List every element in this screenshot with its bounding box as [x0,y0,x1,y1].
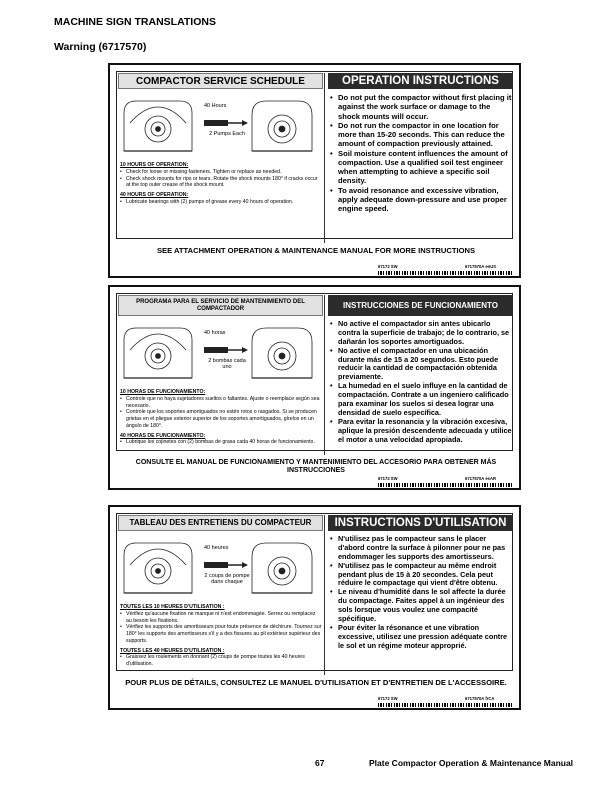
part-code: 67172 SW [378,696,398,701]
maintenance-item: • Check for loose or missing fasteners. Tighten or replace as needed. [120,169,322,176]
section-10-hours-heading: 10 HOURS OF OPERATION: [120,162,189,168]
right-title: INSTRUCTIONS D'UTILISATION [328,515,513,531]
barcode-strip [378,271,512,275]
instruction-item: • No active el compactador sin antes ubicarlo contra la superficie de trabajo; de lo contrario, se dañarán los soportes amortiguados. [330,320,513,347]
operation-instructions [330,535,513,651]
right-title: OPERATION INSTRUCTIONS [328,73,513,89]
section-10-hours-heading: TOUTES LES 10 HEURES D'UTILISATION : [120,604,225,610]
section-40-hours-heading: 40 HORAS DE FUNCIONAMIENTO: [120,432,206,439]
maintenance-item: • Lubricate bearings with (2) pumps of grease every 40 hours of operation. [120,199,322,206]
section-40-hours-list [120,439,322,446]
instruction-item: • To avoid resonance and excessive vibration, apply adequate down-pressure and use proper engine speed. [330,186,513,214]
instruction-item: • N'utilisez pas le compacteur au même endroit pendant plus de 15 à 20 secondes. Cela peut réduire le compactage qui vient d'être obtenu. [330,562,513,589]
grease-gun-icon [204,120,248,126]
instruction-item: • Pour éviter la résonance et une vibration excessive, utilisez une pression adéquate contre le sol et un régime moteur approprié. [330,624,513,651]
decal-3 [108,505,521,710]
section-10-hours-list [120,396,322,430]
right-title: INSTRUCCIONES DE FUNCIONAMIENTO [328,295,513,316]
decal-code: 6717570A esAR [465,476,497,481]
manual-reference-text: CONSULTE EL MANUAL DE FUNCIONAMIENTO Y MANTENIMIENTO DEL ACCESORIO PARA OBTENER MÁS INSTRUCCIONES [135,459,497,475]
hours-label: 40 horas [204,330,226,336]
instruction-item: • Le niveau d'humidité dans le sol affecte la durée du compactage. Faites appel à un ingénieur des sols lorsque vous voulez une compacité spécifique. [330,588,513,624]
instruction-item: • No active el compactador en una ubicación durante más de 15 a 20 segundos. Esto puede reducir la cantidad de compactación obtenida previamente. [330,347,513,383]
section-40-hours-heading: 40 HOURS OF OPERATION: [120,192,189,198]
grease-gun-icon [204,562,248,568]
instruction-list [330,535,513,651]
compactor-left-icon [124,101,192,151]
decal-2 [108,285,521,490]
instruction-item: • Para evitar la resonancia y la vibración excesiva, aplique la presión descendente adecuada y utilice el motor a una velocidad apropiada. [330,418,513,445]
left-title: PROGRAMA PARA EL SERVICIO DE MANTENIMIENTO DEL COMPACTADOR [118,295,323,316]
section-40-hours-heading: TOUTES LES 40 HEURES D'UTILISATION : [120,647,225,654]
maintenance-item: • Lubrique los cojinetes con (2) bombas de grasa cada 40 horas de funcionamiento. [120,439,322,446]
maintenance-item: • Controle que los soportes amortiguados no estén rotos o rasgados. Si se producen grietas en el pliegue exterior superior de los soportes amortiguados, gírelos en un ángulo de 180°. [120,409,322,429]
instruction-list [330,93,513,213]
pumps-label: 2 bombas cada uno [208,358,246,371]
operation-instructions [330,93,513,213]
maintenance-item: • Vérifiez qu'aucune fixation ne manque ni n'est endommagée. Serrez ou remplacez au besoin les fixations. [120,611,322,625]
compactor-right-icon [252,101,312,151]
instruction-item: • Do not run the compactor in one location for more than 15-20 seconds. This can reduce the amount of compaction previously attained. [330,121,513,149]
maintenance-item: • Graissez les roulements en donnant (2) coups de pompe toutes les 40 heures d'utilisation. [120,654,322,668]
left-title: COMPACTOR SERVICE SCHEDULE [118,73,323,89]
section-40-hours-list [120,654,322,668]
section-40-hours-list [120,199,322,206]
part-code: 67172 SW [378,476,398,481]
column-divider [324,295,325,455]
grease-gun-icon [204,347,248,353]
section-10-hours-heading: 10 HORAS DE FUNCIONAMIENTO: [120,389,206,395]
decal-1 [108,63,521,278]
section-10-hours-list [120,611,322,645]
instruction-item: • N'utilisez pas le compacteur sans le placer d'abord contre la surface à pilonner pour ne pas endommager les supports des amortisseurs. [330,535,513,562]
column-divider [324,73,325,243]
compactor-left-icon [124,543,192,593]
page-subtitle: Warning (6717570) [54,41,147,53]
pumps-label: 2 coups de pompe dans chaque [204,573,250,586]
maintenance-item: • Controle que no haya sujetadores sueltos o faltantes. Ajuste o reemplace según sea necesario. [120,396,322,410]
maintenance-schedule [120,601,322,668]
section-10-hours-list [120,169,322,189]
maintenance-item: • Check shock mounts for rips or tears. Rotate the shock mounts 180° if cracks occur at the top outer crease of the shock mount. [120,176,322,190]
illustration-area [120,535,320,599]
instruction-item: • La humedad en el suelo influye en la cantidad de compactación. Contrate a un ingeniero calificado para examinar los suelos si desea lograr una densidad de suelo específica. [330,382,513,418]
compactor-left-icon [124,328,192,378]
manual-title: Plate Compactor Operation & Maintenance Manual [369,758,574,768]
decal-code: 6717570A enUS [465,264,497,269]
maintenance-schedule [120,159,322,206]
decal-code: 6717570A frCA [465,696,495,701]
page-number: 67 [315,758,325,768]
maintenance-schedule [120,386,322,446]
barcode-strip [378,483,512,487]
left-title: TABLEAU DES ENTRETIENS DU COMPACTEUR [118,515,323,531]
manual-reference-text: SEE ATTACHMENT OPERATION & MAINTENANCE MANUAL FOR MORE INSTRUCTIONS [156,246,476,255]
manual-reference-text: POUR PLUS DE DÉTAILS, CONSULTEZ LE MANUEL D'UTILISATION ET D'ENTRETIEN DE L'ACCESSOIRE. [125,678,507,687]
instruction-list [330,320,513,444]
compactor-right-icon [252,543,312,593]
maintenance-item: • Vérifiez les supports des amortisseurs pour toute présence de déchirure. Tournez sur 180° les supports des amortisseurs s'il y a des fissures au pli extérieur supérieur des supports. [120,624,322,644]
pumps-label: 2 Pumps Each [209,131,245,137]
instruction-item: • Soil moisture content influences the amount of compaction. Use a qualified soil test engineer when attempting to achieve a specific soil density. [330,149,513,186]
part-code: 67172 SW [378,264,398,269]
compactor-right-icon [252,328,312,378]
column-divider [324,515,325,675]
instruction-item: • Do not put the compactor without first placing it against the work surface or damage to the shock mounts will occur. [330,93,513,121]
hours-label: 40 Hours [204,103,227,109]
barcode-strip [378,703,512,707]
hours-label: 40 heures [204,545,229,551]
page-title: MACHINE SIGN TRANSLATIONS [54,16,216,28]
illustration-area [120,320,320,384]
operation-instructions [330,320,513,444]
illustration-area [120,93,320,157]
